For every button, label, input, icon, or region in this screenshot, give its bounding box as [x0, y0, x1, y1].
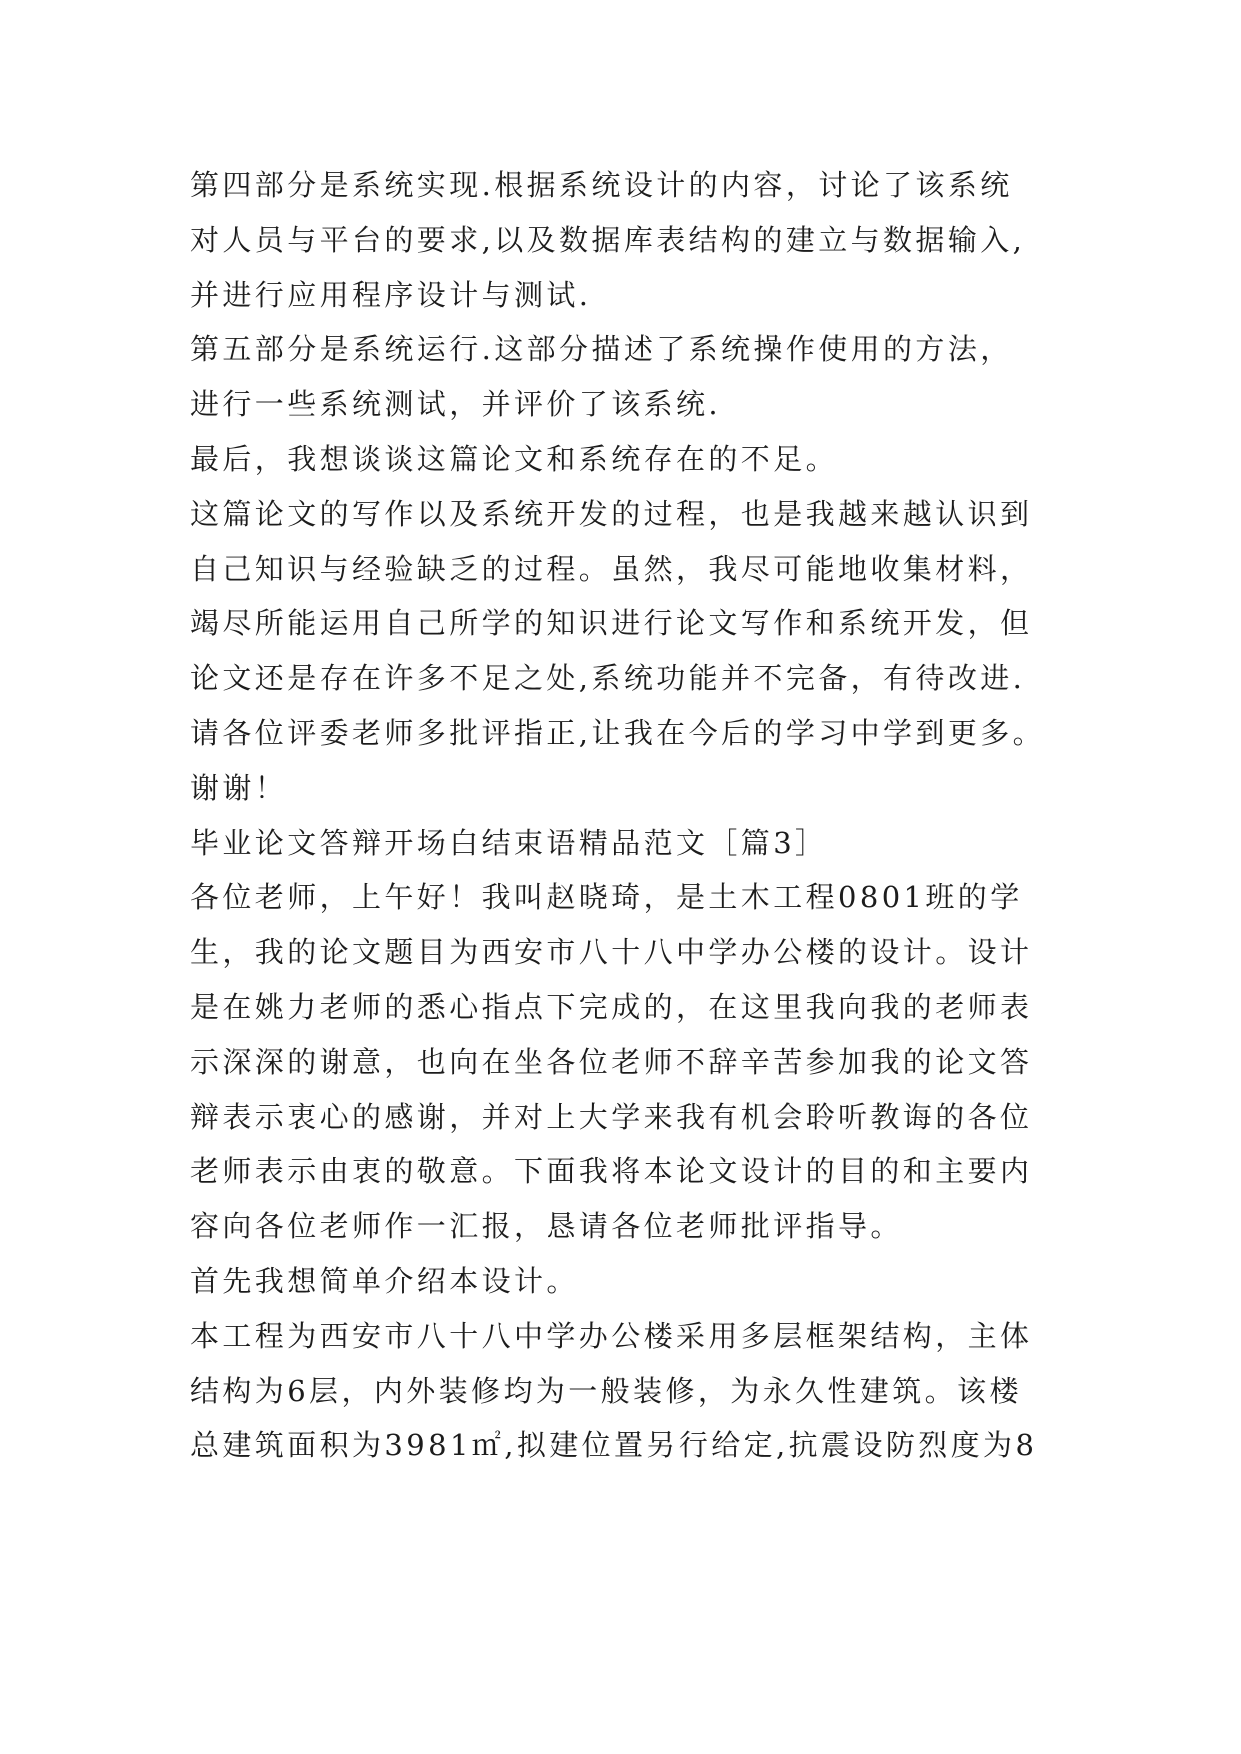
text-line: 老师表示由衷的敬意。下面我将本论文设计的目的和主要内	[190, 1154, 1033, 1189]
text-line: 最后，我想谈谈这篇论文和系统存在的不足。	[190, 441, 839, 476]
text-line: 论文还是存在许多不足之处,系统功能并不完备，有待改进.	[190, 661, 1026, 696]
body-text	[190, 158, 1070, 1473]
text-line: 本工程为西安市八十八中学办公楼采用多层框架结构，主体	[190, 1318, 1033, 1353]
text-line: 谢谢！	[190, 770, 288, 805]
text-line: 第四部分是系统实现.根据系统设计的内容，讨论了该系统	[190, 168, 1013, 202]
text-line: 进行一些系统测试，并评价了该系统.	[190, 387, 722, 422]
text-line: 生，我的论文题目为西安市八十八中学办公楼的设计。设计	[190, 935, 1033, 970]
text-line: 请各位评委老师多批评指正,让我在今后的学习中学到更多。	[190, 715, 1046, 750]
text-line: 首先我想简单介绍本设计。	[190, 1263, 579, 1298]
text-line: 容向各位老师作一汇报，恳请各位老师批评指导。	[190, 1209, 903, 1244]
text-line: 第五部分是系统运行.这部分描述了系统操作使用的方法，	[190, 332, 1013, 367]
text-line: 自己知识与经验缺乏的过程。虽然，我尽可能地收集材料，	[190, 551, 1033, 586]
text-line: 总建筑面积为3981㎡,拟建位置另行给定,抗震设防烈度为8	[190, 1428, 1038, 1463]
text-line: 并进行应用程序设计与测试.	[190, 277, 592, 312]
section-heading: 毕业论文答辩开场白结束语精品范文［篇3］	[190, 825, 828, 860]
text-line: 辩表示衷心的感谢，并对上大学来我有机会聆听教诲的各位	[190, 1099, 1033, 1134]
text-line: 各位老师，上午好！我叫赵晓琦，是土木工程0801班的学	[190, 880, 1023, 915]
text-line: 竭尽所能运用自己所学的知识进行论文写作和系统开发，但	[190, 606, 1033, 641]
text-line: 示深深的谢意，也向在坐各位老师不辞辛苦参加我的论文答	[190, 1044, 1033, 1079]
text-line: 是在姚力老师的悉心指点下完成的，在这里我向我的老师表	[190, 989, 1033, 1024]
text-line: 结构为6层，内外装修均为一般装修，为永久性建筑。该楼	[190, 1373, 1022, 1408]
text-line: 这篇论文的写作以及系统开发的过程，也是我越来越认识到	[190, 496, 1033, 531]
text-line: 对人员与平台的要求,以及数据库表结构的建立与数据输入,	[190, 222, 1026, 257]
